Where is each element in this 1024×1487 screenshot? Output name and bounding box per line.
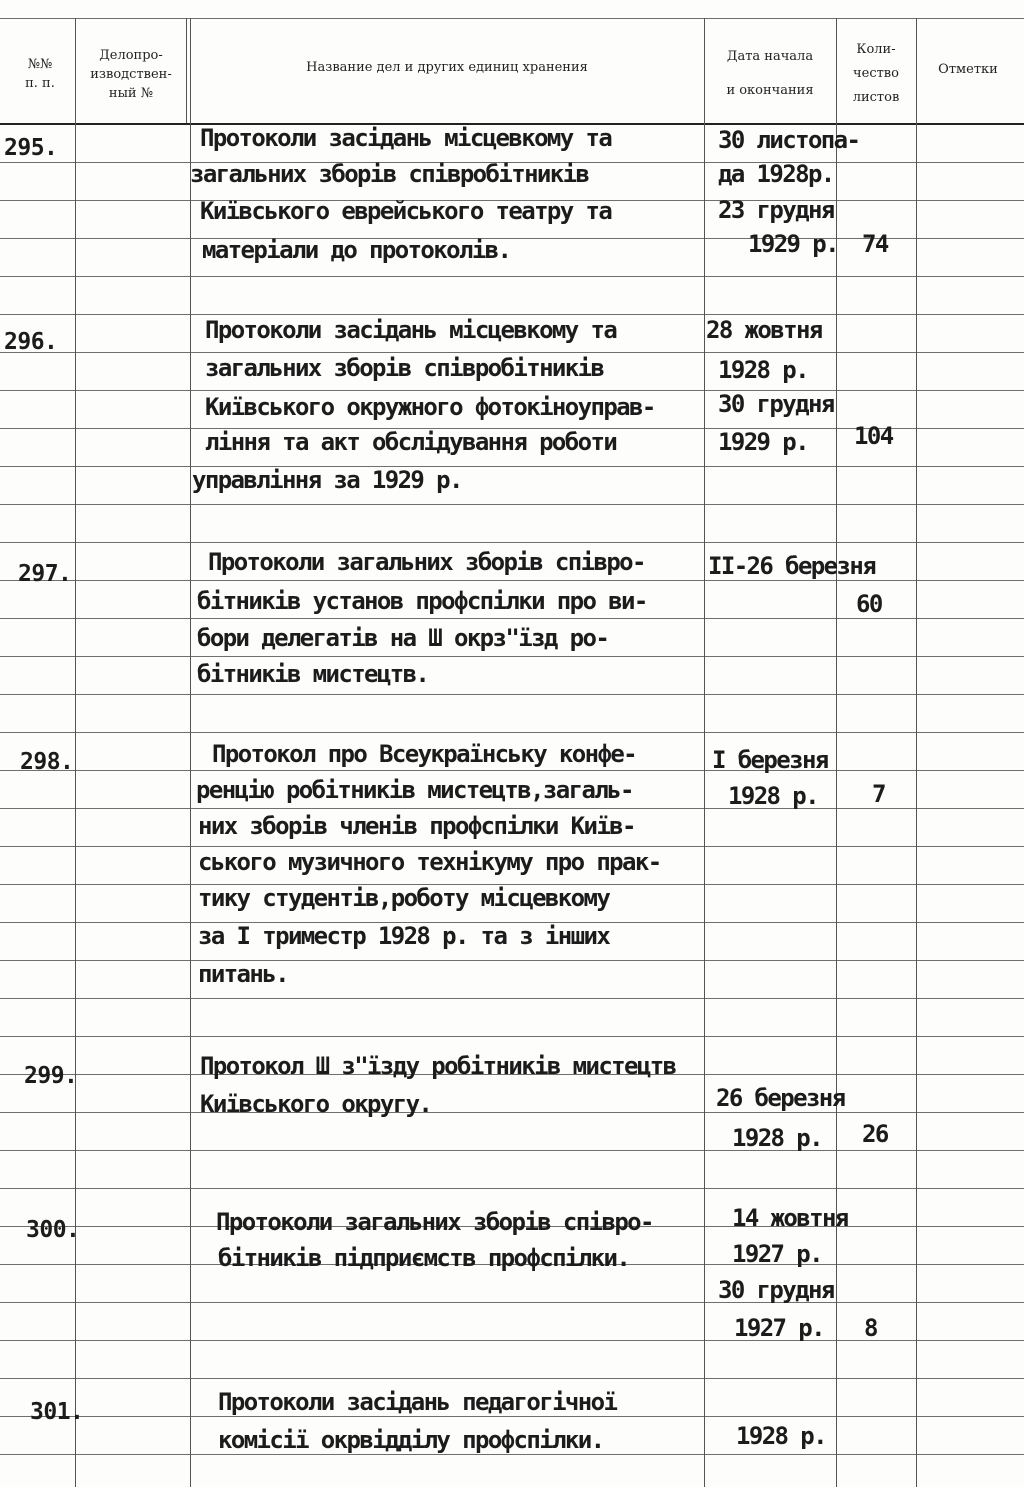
- row-rule: [0, 732, 1024, 733]
- record-title-line: питань.: [198, 960, 288, 988]
- record-title-line: бітників підприємств профспілки.: [218, 1244, 630, 1272]
- row-rule: [0, 656, 1024, 657]
- record-sheet-count: 26: [862, 1120, 888, 1148]
- record-title-line: Протоколи засідань місцевкому та: [200, 124, 612, 152]
- record-title-line: тику студентів,роботу місцевкому: [198, 884, 610, 912]
- record-date-line: 30 грудня: [718, 1276, 834, 1304]
- header-col-notes: [918, 28, 1018, 120]
- row-rule: [0, 694, 1024, 695]
- record-title-line: Київського окружного фотокіноуправ-: [205, 393, 655, 421]
- top-rule: [0, 18, 1024, 19]
- column-divider: [186, 18, 187, 123]
- record-title-line: комісії окрвідділу профспілки.: [218, 1426, 604, 1454]
- record-title-line: Протокол Ш з"їзду робітників мистецтв: [200, 1052, 676, 1080]
- record-date-line: 30 грудня: [718, 390, 834, 418]
- record-number: 301.: [30, 1399, 84, 1425]
- row-rule: [0, 1036, 1024, 1037]
- header-col-sheets-text: Коли- чество листов: [852, 42, 900, 105]
- record-number: 296.: [4, 329, 58, 355]
- row-rule: [0, 276, 1024, 277]
- record-date-line: 26 березня: [716, 1084, 845, 1112]
- record-title-line: за І триместр 1928 р. та з інших: [198, 922, 610, 950]
- record-title-line: управління за 1929 р.: [192, 466, 462, 494]
- record-sheet-count: 7: [872, 780, 885, 808]
- record-title-line: Київського еврейського театру та: [200, 197, 612, 225]
- record-number: 297.: [18, 561, 72, 587]
- column-divider: [75, 18, 76, 1487]
- row-rule: [0, 1112, 1024, 1113]
- record-title-line: ління та акт обслідування роботи: [205, 428, 617, 456]
- record-date-line: І березня: [712, 746, 828, 774]
- header-col-dates: [706, 28, 834, 120]
- row-rule: [0, 998, 1024, 999]
- record-title-line: загальних зборів співробітників: [205, 354, 604, 382]
- column-divider: [704, 18, 705, 1487]
- record-date-line: да 1928р.: [718, 160, 834, 188]
- record-title-line: бітників установ профспілки про ви-: [197, 587, 647, 615]
- header-col-number: [10, 28, 70, 120]
- column-divider: [916, 18, 917, 1487]
- record-title-line: бори делегатів на Ш окрз"їзд ро-: [197, 624, 609, 652]
- header-col-number-text: №№ п. п.: [25, 57, 55, 91]
- record-title-line: Київського округу.: [200, 1090, 432, 1118]
- row-rule: [0, 542, 1024, 543]
- row-rule: [0, 960, 1024, 961]
- record-number: 295.: [4, 135, 58, 161]
- record-title-line: Протоколи засідань місцевкому та: [205, 316, 617, 344]
- column-divider: [190, 18, 191, 1487]
- record-title-line: Протокол про Всеукраїнську конфе-: [212, 740, 637, 768]
- record-title-line: Протоколи загальних зборів співро-: [216, 1208, 653, 1236]
- record-title-line: Протоколи загальних зборів співро-: [208, 548, 645, 576]
- record-title-line: них зборів членів профспілки Київ-: [198, 812, 635, 840]
- record-sheet-count: 60: [856, 590, 882, 618]
- record-sheet-count: 104: [854, 422, 893, 450]
- row-rule: [0, 504, 1024, 505]
- record-date-line: 28 жовтня: [706, 316, 822, 344]
- record-number: 298.: [20, 749, 74, 775]
- record-date-line: 1928 р.: [718, 356, 808, 384]
- record-title-line: ського музичного технікуму про прак-: [198, 848, 661, 876]
- record-date-line: 1927 р.: [732, 1240, 822, 1268]
- header-col-title: [192, 28, 702, 120]
- record-date-line: ІІ-26 березня: [708, 552, 876, 580]
- record-title-line: матеріали до протоколів.: [202, 236, 511, 264]
- record-sheet-count: 8: [864, 1314, 877, 1342]
- record-date-line: 1929 р.: [718, 428, 808, 456]
- header-col-office-number: [78, 28, 184, 120]
- row-rule: [0, 1188, 1024, 1189]
- row-rule: [0, 808, 1024, 809]
- row-rule: [0, 466, 1024, 467]
- record-date-line: 1928 р.: [728, 782, 818, 810]
- record-date-line: 30 листопа-: [718, 126, 860, 154]
- header-col-sheets: [838, 28, 914, 120]
- record-date-line: 23 грудня: [718, 196, 834, 224]
- record-date-line: 1929 р.: [748, 230, 838, 258]
- row-rule: [0, 1302, 1024, 1303]
- record-date-line: 14 жовтня: [732, 1204, 848, 1232]
- record-date-line: 1928 р.: [736, 1422, 826, 1450]
- record-date-line: 1928 р.: [732, 1124, 822, 1152]
- header-col-office-number-text: Делопро- изводствен- ный №: [90, 47, 172, 101]
- record-number: 300.: [26, 1217, 80, 1243]
- header-col-dates-text: Дата начала и окончания: [726, 49, 814, 98]
- record-number: 299.: [24, 1063, 78, 1089]
- row-rule: [0, 770, 1024, 771]
- record-date-line: 1927 р.: [734, 1314, 824, 1342]
- record-title-line: загальних зборів співробітників: [190, 160, 589, 188]
- record-sheet-count: 74: [862, 230, 888, 258]
- record-title-line: бітників мистецтв.: [197, 660, 429, 688]
- row-rule: [0, 1150, 1024, 1151]
- row-rule: [0, 1378, 1024, 1379]
- header-col-title-text: Название дел и других единиц хранения: [306, 60, 588, 75]
- record-title-line: ренцію робітників мистецтв,загаль-: [196, 776, 633, 804]
- header-col-notes-text: Отметки: [938, 62, 998, 77]
- record-title-line: Протоколи засідань педагогічної: [218, 1388, 617, 1416]
